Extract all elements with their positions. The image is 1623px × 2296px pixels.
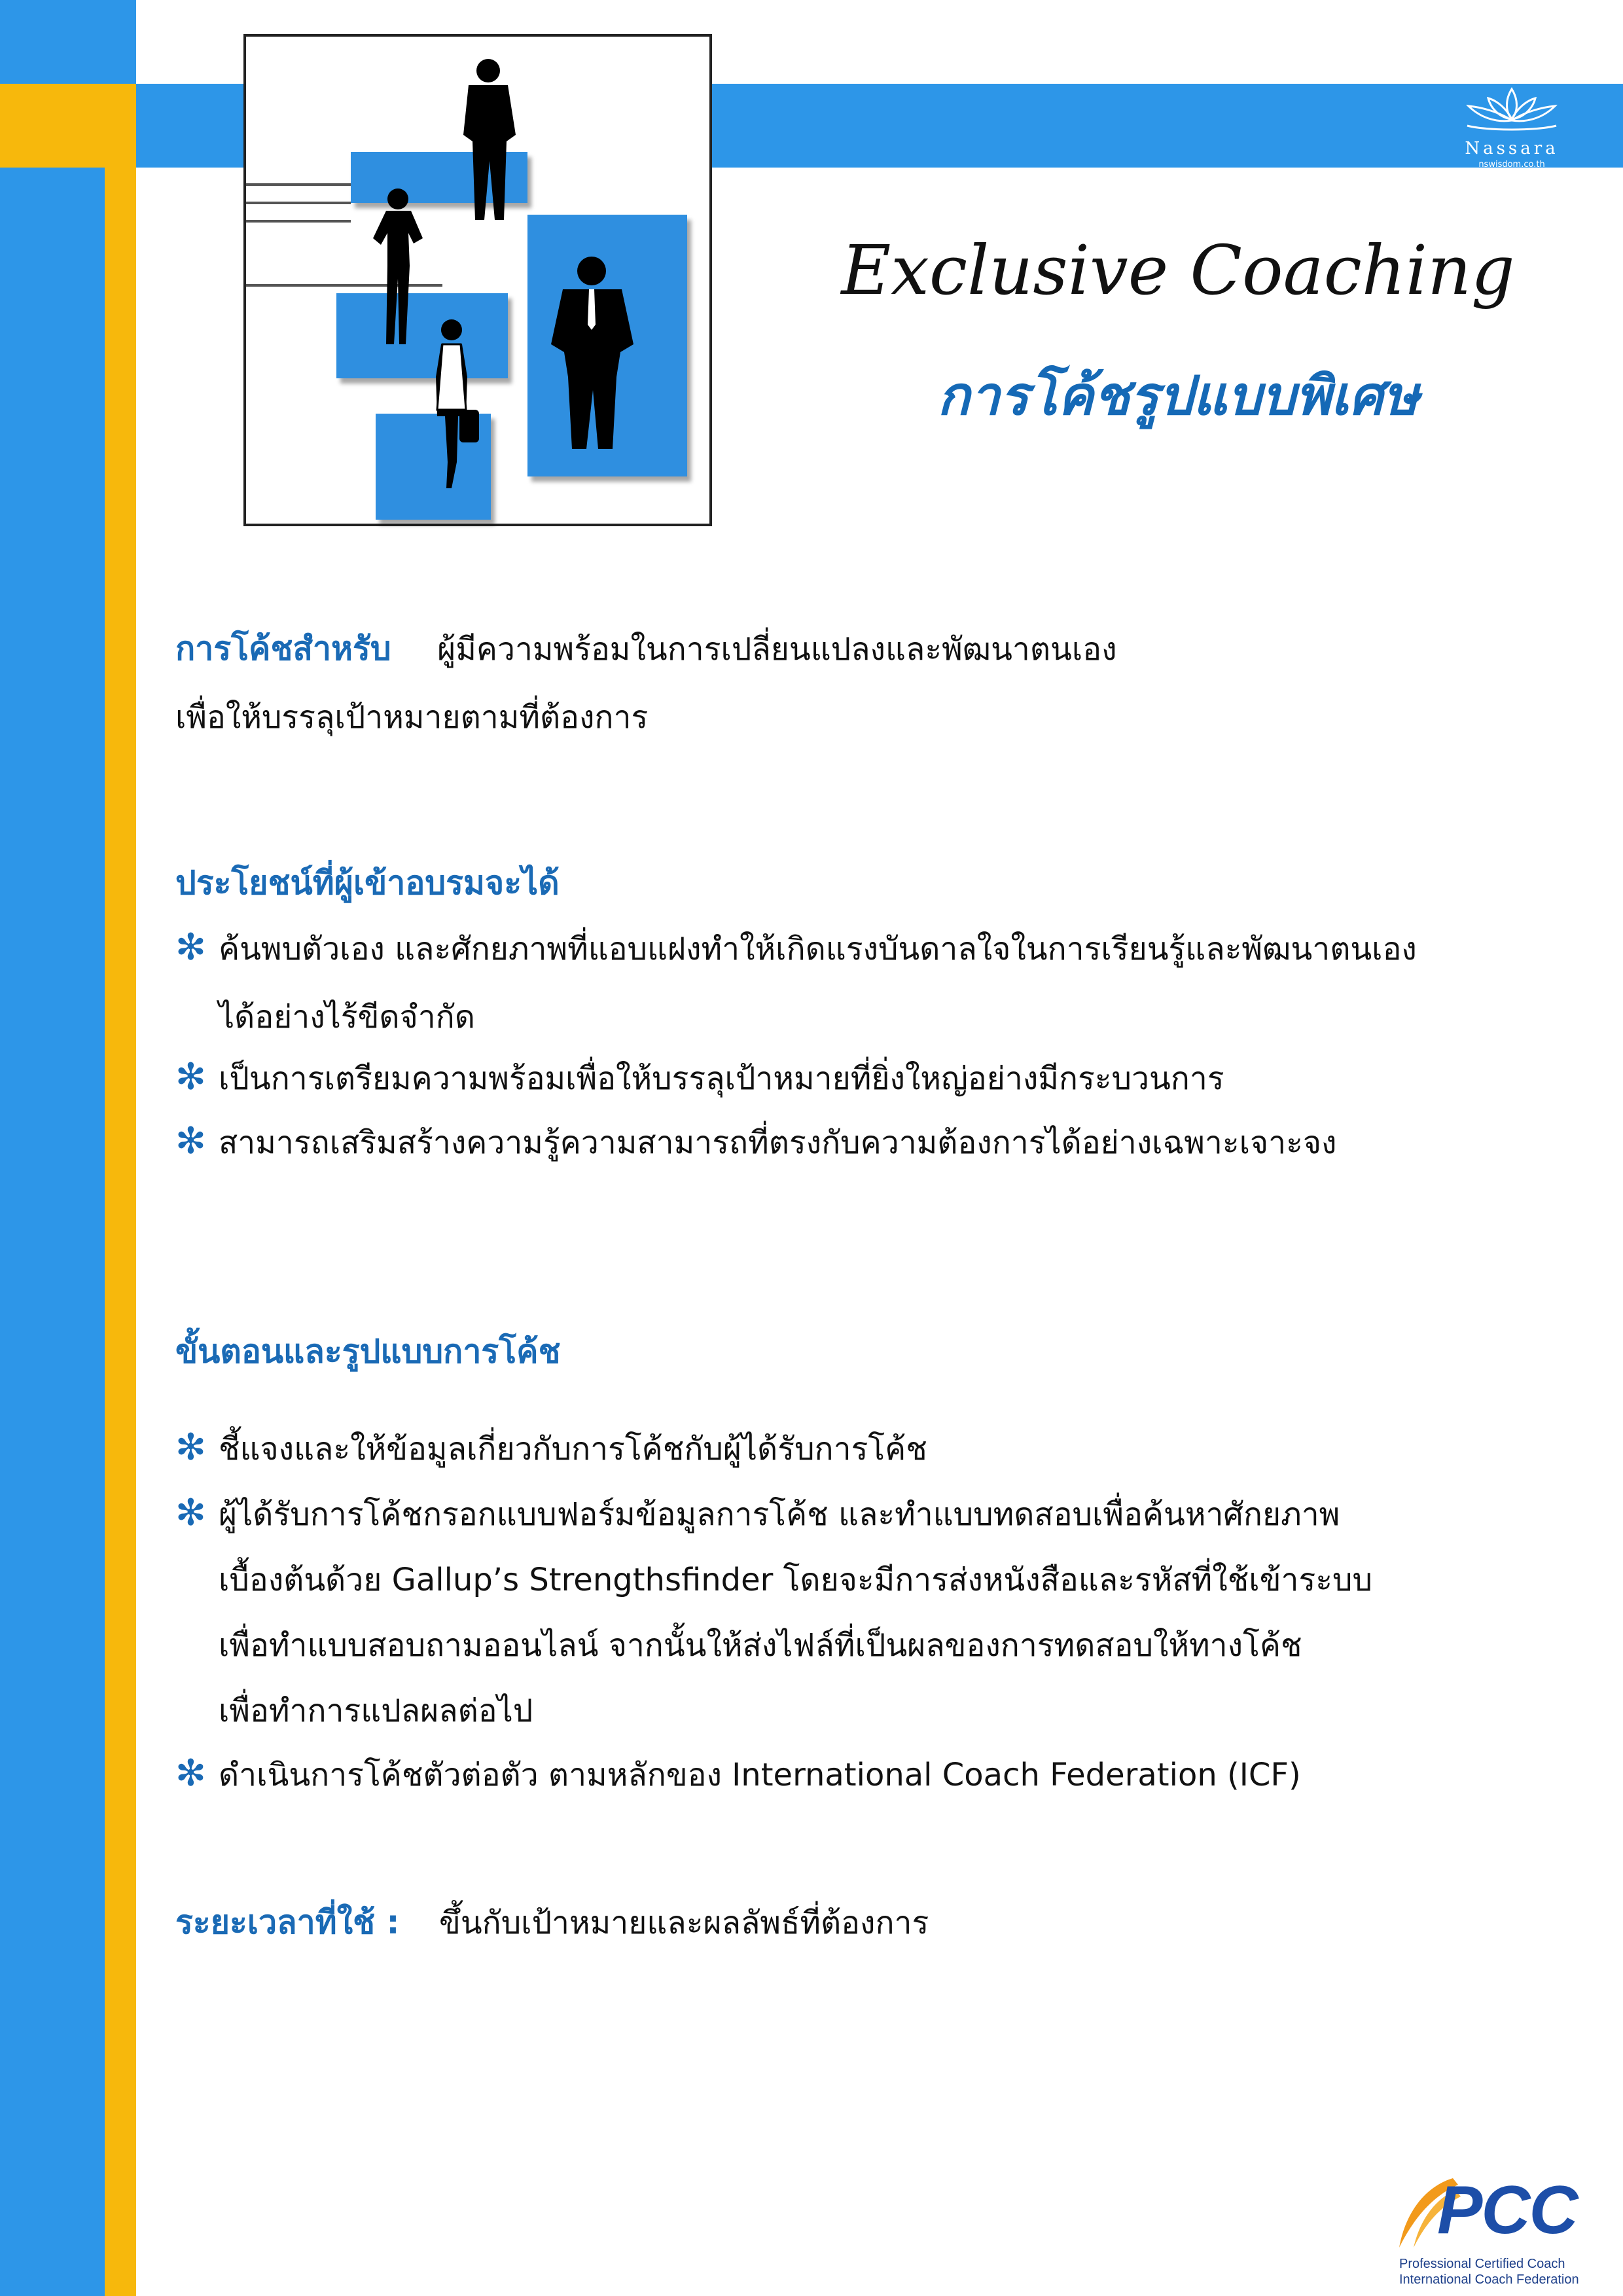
benefit-item bbox=[175, 924, 1417, 974]
nassara-logo bbox=[1454, 82, 1569, 181]
benefit-item bbox=[175, 1054, 1224, 1103]
for-section-line bbox=[175, 630, 1117, 668]
steps-heading: ขั้นตอนและรูปแบบการโค้ช bbox=[175, 1333, 561, 1371]
duration-text: ขึ้นกับเป้าหมายและผลลัพธ์ที่ต้องการ bbox=[439, 1905, 929, 1941]
asterisk-icon: ✻ bbox=[175, 1056, 206, 1098]
silhouettes-icon bbox=[246, 37, 709, 524]
benefit-text: ค้นพบตัวเอง และศักยภาพที่แอบแฝงทำให้เกิดแรงบันดาลใจในการเรียนรู้และพัฒนาตนเอง bbox=[219, 931, 1417, 967]
duration-label: ระยะเวลาที่ใช้ : bbox=[175, 1903, 400, 1941]
logo-name: Nassara bbox=[1465, 139, 1559, 158]
left-orange-stripe bbox=[105, 168, 136, 2296]
benefit-item bbox=[175, 1118, 1336, 1168]
asterisk-icon: ✻ bbox=[175, 1426, 206, 1469]
page-title: Exclusive Coaching bbox=[841, 230, 1515, 310]
step-item bbox=[175, 1750, 1301, 1800]
lotus-icon bbox=[1454, 82, 1569, 135]
benefit-text: สามารถเสริมสร้างความรู้ความสามารถที่ตรงกับความต้องการได้อย่างเฉพาะเจาะจง bbox=[219, 1124, 1337, 1161]
asterisk-icon: ✻ bbox=[175, 926, 206, 969]
pcc-caption: International Coach Federation bbox=[1399, 2272, 1579, 2287]
asterisk-icon: ✻ bbox=[175, 1492, 206, 1534]
step-text: เพื่อทำแบบสอบถามออนไลน์ จากนั้นให้ส่งไฟล์ที่เป็นผลของการทดสอบให้ทางโค้ช bbox=[219, 1627, 1302, 1664]
for-section-text: เพื่อให้บรรลุเป้าหมายตามที่ต้องการ bbox=[175, 699, 649, 736]
duration-line bbox=[175, 1903, 929, 1941]
benefit-text: ได้อย่างไร้ขีดจำกัด bbox=[219, 999, 475, 1035]
step-text: ชี้แจงและให้ข้อมูลเกี่ยวกับการโค้ชกับผู้ได้รับการโค้ช bbox=[219, 1431, 927, 1467]
for-section-text: ผู้มีความพร้อมในการเปลี่ยนแปลงและพัฒนาตนเอง bbox=[437, 631, 1117, 668]
asterisk-icon: ✻ bbox=[175, 1120, 206, 1162]
step-text: ผู้ได้รับการโค้ชกรอกแบบฟอร์มข้อมูลการโค้ช และทำแบบทดสอบเพื่อค้นหาศักยภาพ bbox=[219, 1496, 1340, 1533]
logo-url: nswisdom.co.th bbox=[1478, 160, 1545, 170]
pcc-letters: PCC bbox=[1437, 2172, 1577, 2248]
step-text: เพื่อทำการแปลผลต่อไป bbox=[219, 1693, 533, 1729]
business-people-illustration bbox=[243, 34, 712, 526]
step-text: เบื้องต้นด้วย Gallup’s Strengthsfinder โดยจะมีการส่งหนังสือและรหัสที่ใช้เข้าระบบ bbox=[219, 1562, 1372, 1598]
step-item bbox=[175, 1424, 927, 1474]
step-item bbox=[175, 1490, 1340, 1539]
asterisk-icon: ✻ bbox=[175, 1752, 206, 1795]
benefits-heading: ประโยชน์ที่ผู้เข้าอบรมจะได้ bbox=[175, 864, 560, 902]
benefit-text: เป็นการเตรียมความพร้อมเพื่อให้บรรลุเป้าหมายที่ยิ่งใหญ่อย่างมีกระบวนการ bbox=[219, 1060, 1224, 1097]
pcc-caption: Professional Certified Coach bbox=[1399, 2257, 1565, 2271]
left-orange-block bbox=[0, 84, 136, 168]
step-text: ดำเนินการโค้ชตัวต่อตัว ตามหลักของ International Coach Federation (ICF) bbox=[219, 1757, 1301, 1793]
for-section-label: การโค้ชสำหรับ bbox=[175, 630, 391, 668]
page-subtitle: การโค้ชรูปแบบพิเศษ bbox=[937, 365, 1419, 427]
